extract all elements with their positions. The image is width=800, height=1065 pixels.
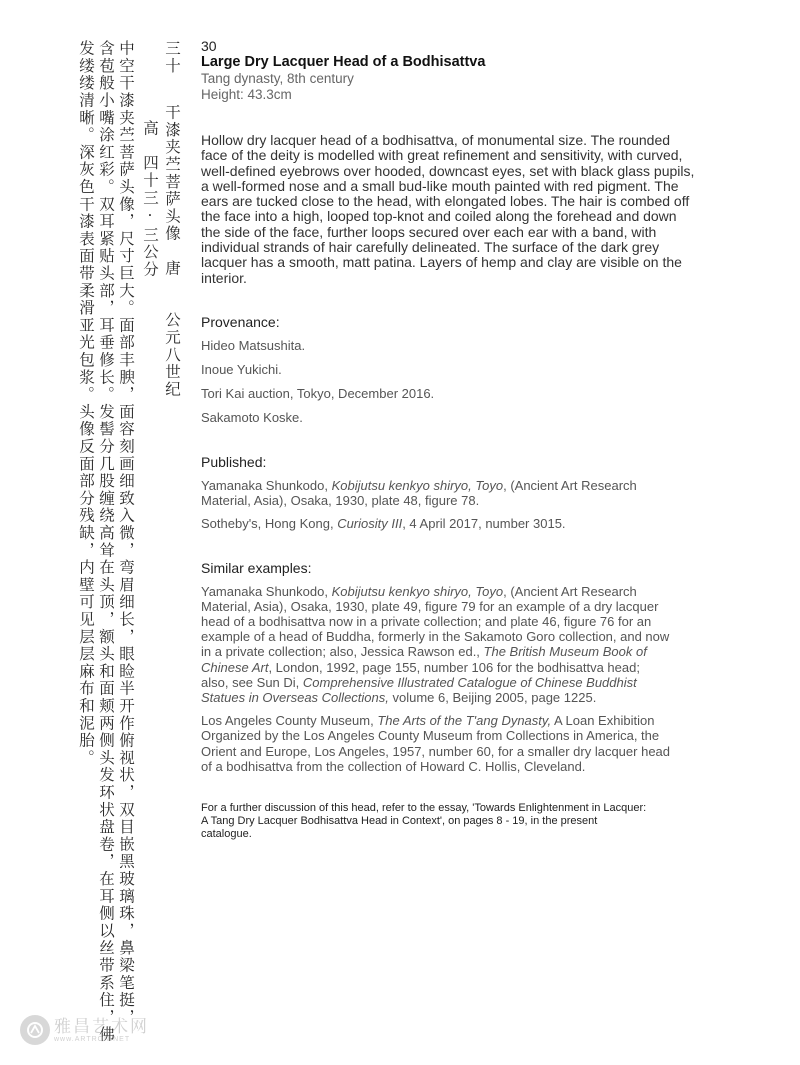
chinese-description-line-1: 中空干漆夹苎菩萨头像，尺寸巨大。面部丰腴，面容刻画细致入微，弯眉细长，眼睑半开作俯视状，双目嵌黑玻璃珠，鼻梁笔挺， <box>117 40 135 1027</box>
lot-title: Large Dry Lacquer Head of a Bodhisattva <box>201 54 486 70</box>
watermark-url: www.ARTRON.NET <box>54 1035 131 1043</box>
watermark <box>20 1015 149 1045</box>
similar-reference: Los Angeles County Museum, The Arts of the T'ang Dynasty, A Loan Exhibition Organized by the Los Angeles County Museum from Collections in America, the Orient and Europe, Los Angeles, 1957, number 60, for a smaller dry lacquer head of a bodhisattva from the collection of Howard C. Hollis, Cleveland. <box>201 713 671 774</box>
provenance-item: Hideo Matsushita. <box>201 337 306 353</box>
watermark-name: 雅昌艺术网 <box>54 1016 149 1037</box>
provenance-heading: Provenance: <box>201 313 280 330</box>
chinese-description-line-3: 发缕缕清晰。深灰色干漆表面带柔滑亚光包浆。头像反面部分残缺，内壁可见层层麻布和泥胎。 <box>77 40 95 767</box>
similar-examples-section <box>201 560 701 774</box>
similar-reference: Yamanaka Shunkodo, Kobijutsu kenkyo shiryo, Toyo, (Ancient Art Research Material, Asia), Osaka, 1930, plate 49, figure 79 for an example of a dry lacquer head of a bodhisattva now in a private collection; and plate 46, figure 76 for an example of a head of Buddha, formerly in the Sakamoto Goro collection, and now in a private collection; also, Jessica Rawson ed., The British Museum Book of Chinese Art, London, 1992, page 155, number 106 for the bodhisattva head; also, see Sun Di, Comprehensive Illustrated Catalogue of Chinese Buddhist Statues in Overseas Collections, volume 6, Beijing 2005, page 1225. <box>201 583 670 705</box>
published-heading: Published: <box>201 453 267 470</box>
chinese-title: 干漆夹苎菩萨头像 唐 公元八世纪 <box>163 104 181 399</box>
artron-logo-icon <box>20 1015 50 1045</box>
provenance-section <box>201 314 701 426</box>
published-reference: Sotheby's, Hong Kong, Curiosity III, 4 April 2017, number 3015. <box>201 516 566 532</box>
provenance-item: Sakamoto Koske. <box>201 409 303 425</box>
lot-height: Height: 43.3cm <box>201 87 292 102</box>
lot-description: Hollow dry lacquer head of a bodhisattva, of monumental size. The rounded face of the deity is modelled with great refinement and sensitivity, with curved, well-defined eyebrows over hooded, downcast eyes, set with black glass pupils, a well-formed nose and a small bud-like mouth painted with red pigment. The ears are tucked close to the head, with elongated lobes. The hair is combed off the face into a high, looped top-knot and coiled along the forehead and down the side of the face, further loops secured over each ear with a band, with individual strands of hair carefully delineated. The surface of the dark grey lacquer has a smooth, matt patina. Layers of hemp and clay are visible on the interior. <box>201 132 695 286</box>
english-column <box>201 38 701 841</box>
published-section <box>201 454 701 532</box>
chinese-height: 高 四十三·三公分 <box>141 120 159 279</box>
published-reference: Yamanaka Shunkodo, Kobijutsu kenkyo shiryo, Toyo, (Ancient Art Research Material, Asia), Osaka, 1930, plate 48, figure 78. <box>201 477 637 509</box>
essay-note: For a further discussion of this head, refer to the essay, 'Towards Enlightenment in Lacquer: A Tang Dry Lacquer Bodhisattva Head in Context', on pages 8 - 19, in the present catalogue. <box>201 802 647 841</box>
lot-dynasty: Tang dynasty, 8th century <box>201 71 354 86</box>
provenance-item: Inoue Yukichi. <box>201 361 282 377</box>
chinese-lot-number: 三十 <box>163 40 181 75</box>
lot-number: 30 <box>201 38 217 54</box>
similar-examples-heading: Similar examples: <box>201 559 312 576</box>
chinese-description-line-2: 含苞般小嘴涂红彩。双耳紧贴头部，耳垂修长。发髻分几股缠绕高耸在头顶，额头和面颊两侧头发环状盘卷，在耳侧以丝带系住，佛 <box>97 40 115 1044</box>
provenance-item: Tori Kai auction, Tokyo, December 2016. <box>201 385 435 401</box>
